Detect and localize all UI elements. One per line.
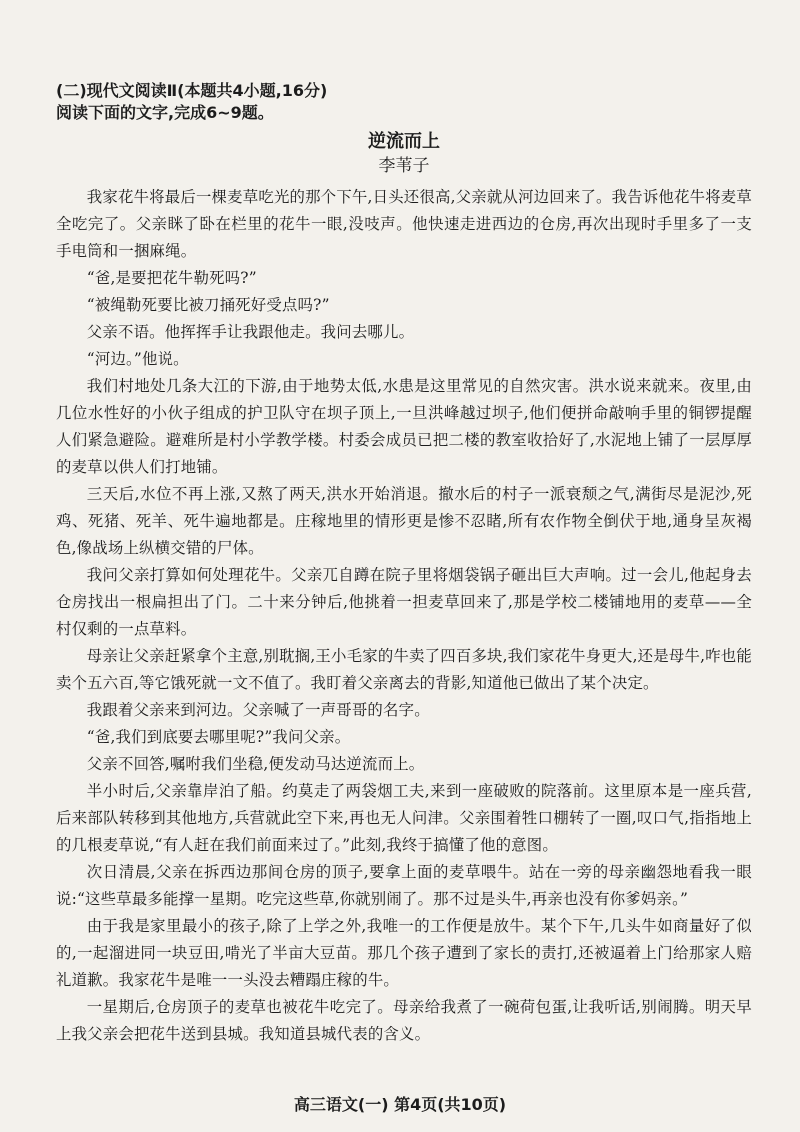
paragraph: 父亲不语。他挥挥手让我跟他走。我问去哪儿。 [86, 323, 415, 341]
paragraph: 我家花牛将最后一棵麦草吃光的那个下午,日头还很高,父亲就从河边回来了。我告诉他花牛将麦草全吃完了。父亲眯了卧在栏里的花牛一眼,没吱声。他快速走进西边的仓房,再次出现时手里多了一支手电筒和一捆麻绳。 [56, 188, 752, 260]
section-title: (二)现代文阅读Ⅱ(本题共4小题,16分) [56, 81, 328, 100]
paragraph: 由于我是家里最小的孩子,除了上学之外,我唯一的工作便是放牛。某个下午,几头牛如商量好了似的,一起溜进同一块豆田,啃光了半亩大豆苗。那几个孩子遭到了家长的责打,还被逼着上门给那家人赔礼道歉。我家花牛是唯一一头没去糟蹋庄稼的牛。 [56, 917, 752, 989]
paragraph: 我们村地处几条大江的下游,由于地势太低,水患是这里常见的自然灾害。洪水说来就来。夜里,由几位水性好的小伙子组成的护卫队守在坝子顶上,一旦洪峰越过坝子,他们便拼命敲响手里的铜锣提醒人们紧急避险。避难所是村小学教学楼。村委会成员已把二楼的教室收拾好了,水泥地上铺了一层厚厚的麦草以供人们打地铺。 [56, 377, 752, 476]
paragraph: 我跟着父亲来到河边。父亲喊了一声哥哥的名字。 [86, 701, 430, 719]
article-body [56, 184, 752, 1048]
paragraph: “爸,我们到底要去哪里呢?”我问父亲。 [86, 728, 351, 746]
paragraph: 半小时后,父亲靠岸泊了船。约莫走了两袋烟工夫,来到一座破败的院落前。这里原本是一座兵营,后来部队转移到其他地方,兵营就此空下来,再也无人问津。父亲围着牲口棚转了一圈,叹口气,指指地上的几根麦草说,“有人赶在我们前面来过了。”此刻,我终于搞懂了他的意图。 [56, 782, 752, 854]
article-title: 逆流而上 [368, 131, 440, 152]
paragraph: 我问父亲打算如何处理花牛。父亲兀自蹲在院子里将烟袋锅子砸出巨大声响。过一会儿,他起身去仓房找出一根扁担出了门。二十来分钟后,他挑着一担麦草回来了,那是学校二楼铺地用的麦草——全村仅剩的一点草料。 [56, 566, 752, 638]
article-author: 李苇子 [378, 156, 430, 176]
paragraph: “河边。”他说。 [86, 350, 189, 368]
paragraph: 次日清晨,父亲在拆西边那间仓房的顶子,要拿上面的麦草喂牛。站在一旁的母亲幽怨地看我一眼说:“这些草最多能撑一星期。吃完这些草,你就别闹了。那不过是头牛,再亲也没有你爹妈亲。” [56, 863, 752, 908]
paragraph: 父亲不回答,嘱咐我们坐稳,便发动马达逆流而上。 [86, 755, 425, 773]
page-footer: 高三语文(一) 第4页(共10页) [293, 1095, 507, 1114]
reading-instruction: 阅读下面的文字,完成6~9题。 [56, 103, 274, 122]
paragraph: “被绳勒死要比被刀捅死好受点吗?” [86, 296, 330, 314]
paragraph: 三天后,水位不再上涨,又熬了两天,洪水开始消退。撤水后的村子一派衰颓之气,满街尽是泥沙,死鸡、死猪、死羊、死牛遍地都是。庄稼地里的情形更是惨不忍睹,所有农作物全倒伏于地,通身呈灰褐色,像战场上纵横交错的尸体。 [56, 485, 752, 557]
paragraph: 母亲让父亲赶紧拿个主意,别耽搁,王小毛家的牛卖了四百多块,我们家花牛身更大,还是母牛,咋也能卖个五六百,等它饿死就一文不值了。我盯着父亲离去的背影,知道他已做出了某个决定。 [56, 647, 752, 692]
paragraph: “爸,是要把花牛勒死吗?” [86, 269, 257, 287]
paragraph: 一星期后,仓房顶子的麦草也被花牛吃完了。母亲给我煮了一碗荷包蛋,让我听话,别闹腾。明天早上我父亲会把花牛送到县城。我知道县城代表的含义。 [56, 998, 752, 1043]
